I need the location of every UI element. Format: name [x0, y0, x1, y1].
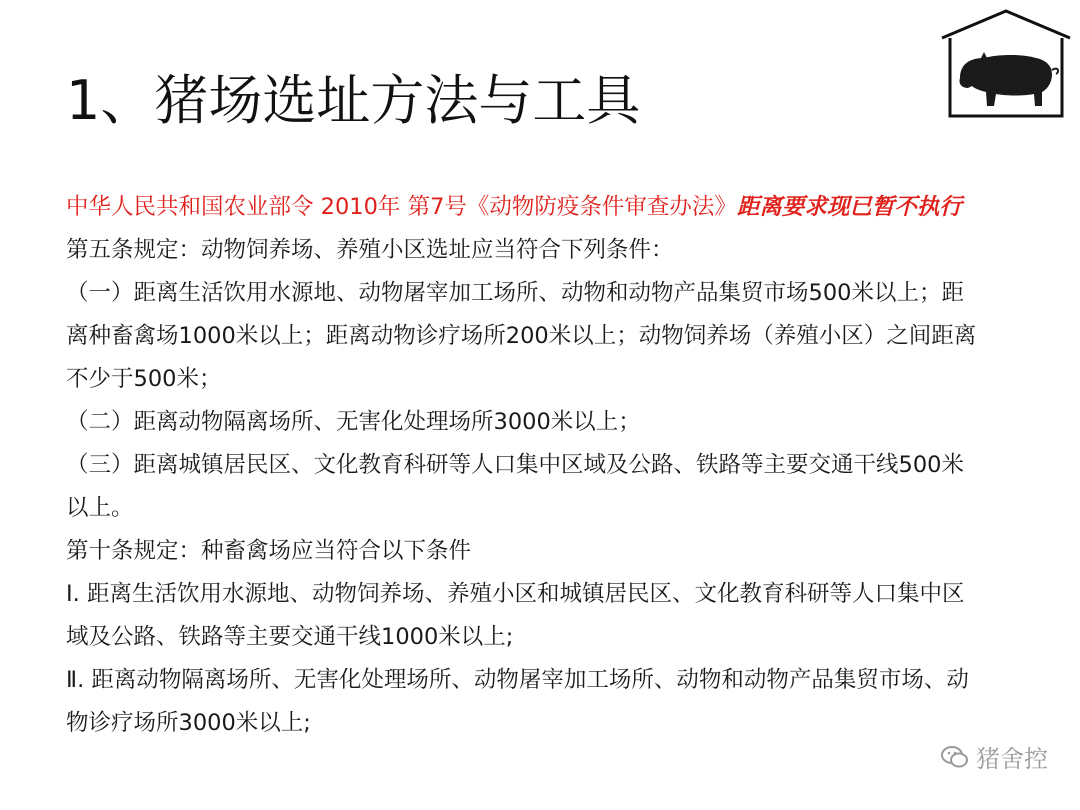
article-5-item-2: （二）距离动物隔离场所、无害化处理场所3000米以上；	[66, 409, 641, 435]
article-10-heading: 第十条规定：种畜禽场应当符合以下条件	[66, 538, 472, 564]
article-5-heading: 第五条规定：动物饲养场、养殖小区选址应当符合下列条件：	[66, 237, 674, 263]
law-reference	[66, 186, 986, 229]
article-body	[66, 186, 986, 745]
article-10-item-2: Ⅱ. 距离动物隔离场所、无害化处理场所、动物屠宰加工场所、动物和动物产品集贸市场、动物诊疗场所3000米以上;	[66, 667, 969, 736]
law-reference-title: 中华人民共和国农业部令 2010年 第7号《动物防疫条件审查办法》	[66, 194, 737, 220]
article-5-item-1: （一）距离生活饮用水源地、动物屠宰加工场所、动物和动物产品集贸市场500米以上；距离种畜禽场1000米以上；距离动物诊疗场所200米以上；动物饲养场（养殖小区）之间距离不少于500米；	[66, 280, 977, 392]
wechat-icon	[940, 744, 970, 770]
law-reference-note: 距离要求现已暂不执行	[736, 194, 962, 220]
article-5-item-3: （三）距离城镇居民区、文化教育科研等人口集中区域及公路、铁路等主要交通干线500米以上。	[66, 452, 964, 521]
pig-house-icon	[938, 8, 1074, 120]
page-title: 1、猪场选址方法与工具	[66, 69, 641, 132]
article-10-item-1: Ⅰ. 距离生活饮用水源地、动物饲养场、养殖小区和城镇居民区、文化教育科研等人口集中区域及公路、铁路等主要交通干线1000米以上;	[66, 581, 965, 650]
watermark	[940, 739, 1048, 774]
watermark-label: 猪舍控	[976, 745, 1048, 773]
